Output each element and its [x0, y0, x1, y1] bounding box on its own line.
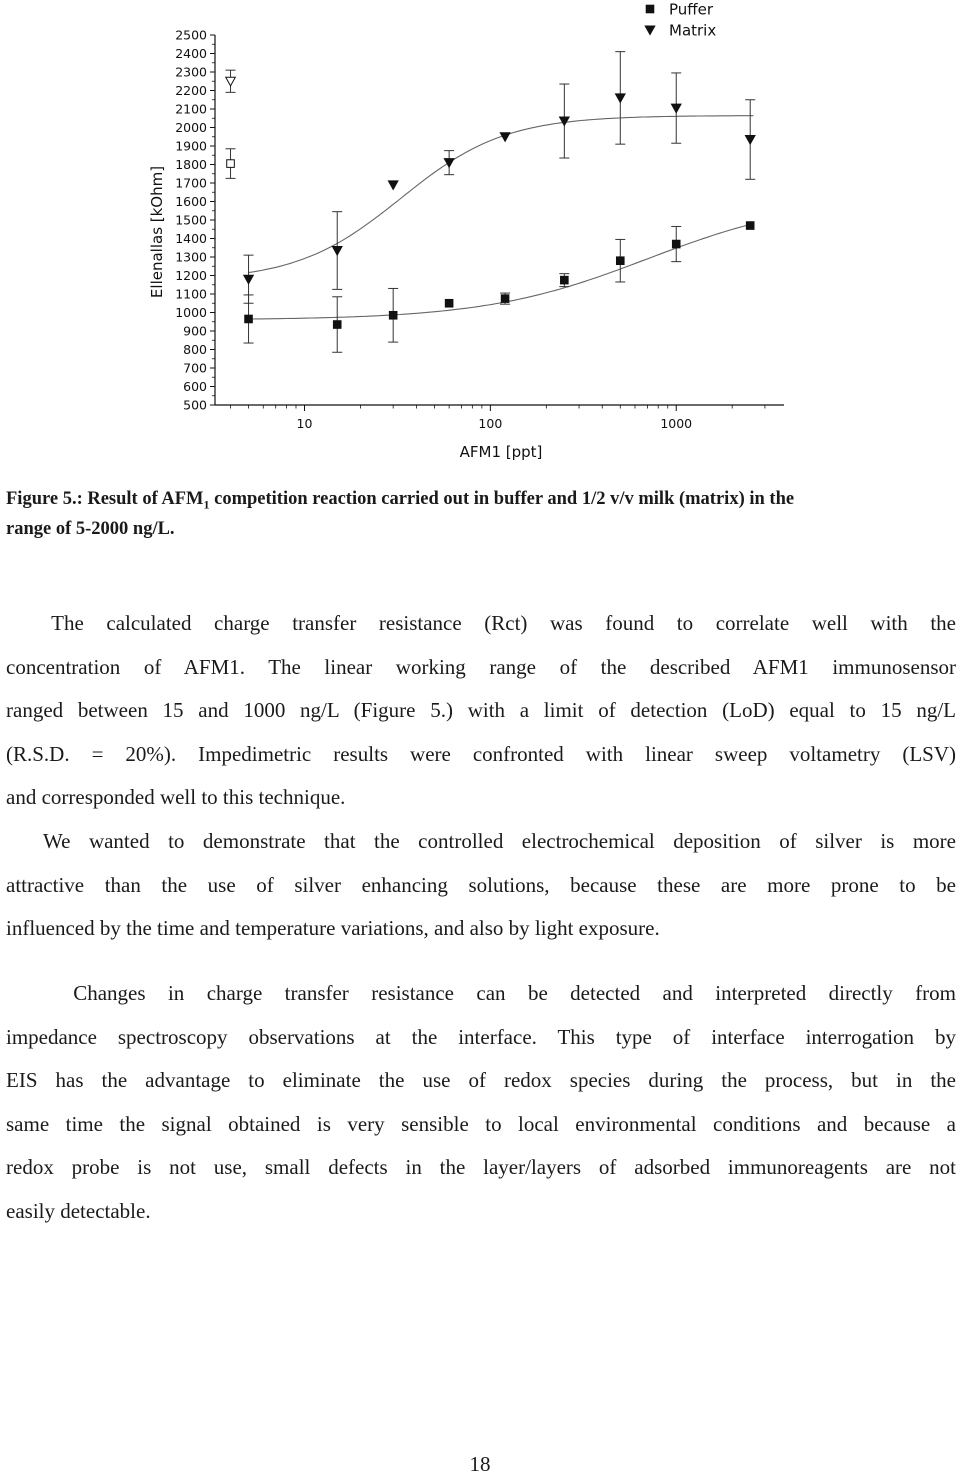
- marker-triangle: [615, 94, 625, 103]
- y-tick-label: 2300: [175, 64, 207, 80]
- data-points: [226, 52, 756, 353]
- marker-triangle: [332, 247, 342, 256]
- y-axis-ticks: [175, 28, 215, 413]
- marker-square: [746, 222, 754, 230]
- caption-subscript: 1: [203, 497, 210, 512]
- fit-curve-puffer: [249, 224, 754, 319]
- marker-triangle: [671, 104, 681, 113]
- y-tick-label: 900: [183, 323, 207, 339]
- y-tick-label: 2500: [175, 27, 207, 43]
- caption-text-2: competition reaction carried out in buffer and 1/2 v/v milk (matrix) in the: [209, 489, 795, 509]
- y-tick-label: 1200: [175, 268, 207, 283]
- y-tick-label: 2100: [175, 101, 207, 117]
- marker-square: [333, 321, 341, 329]
- text-line: EIS has the advantage to eliminate the use of redox species during the process, but in the: [6, 1068, 956, 1092]
- text-line: attractive than the use of silver enhancing solutions, because these are more prone to be: [6, 872, 956, 897]
- paragraph-3: [6, 972, 956, 1233]
- page-number: 18: [469, 1452, 491, 1476]
- marker-square: [561, 276, 569, 284]
- text-line: and corresponded well to this technique.: [6, 785, 346, 809]
- marker-triangle: [560, 117, 570, 126]
- x-tick-label: 100: [478, 416, 503, 431]
- paragraph-2: [6, 820, 956, 951]
- text-line: The calculated charge transfer resistance (Rct) was found to correlate well with the: [6, 611, 956, 635]
- marker-square: [616, 257, 624, 265]
- text-line: same time the signal obtained is very sensible to local environmental conditions and because a: [6, 1111, 956, 1136]
- y-tick-label: 1800: [175, 157, 207, 172]
- paragraph-1: [6, 602, 956, 820]
- marker-square: [389, 311, 397, 319]
- figure-caption: [6, 484, 951, 544]
- marker-triangle: [244, 275, 254, 284]
- y-tick-label: 1600: [175, 194, 207, 209]
- text-line: (R.S.D. = 20%). Impedimetric results were confronted with linear sweep voltametry (LSV): [6, 741, 956, 766]
- y-tick-label: 700: [183, 360, 207, 376]
- y-tick-label: 2200: [175, 83, 207, 98]
- chart-legend: [645, 1, 716, 40]
- text-line: Changes in charge transfer resistance can be detected and interpreted directly from: [6, 981, 956, 1005]
- fit-curve-matrix: [249, 116, 754, 273]
- text-line: easily detectable.: [6, 1198, 151, 1223]
- y-tick-label: 1700: [175, 175, 207, 191]
- y-tick-label: 500: [183, 397, 207, 413]
- marker-triangle: [226, 77, 236, 86]
- chart-axes: [215, 35, 784, 405]
- y-tick-label: 1900: [175, 138, 207, 154]
- y-tick-label: 1100: [175, 286, 207, 302]
- marker-square: [501, 295, 509, 303]
- marker-square: [646, 5, 654, 13]
- caption-label: Figure 5.:: [6, 489, 88, 509]
- x-axis-label: AFM1 [ppt]: [459, 443, 543, 461]
- marker-square: [672, 240, 680, 248]
- caption-text-1: Result of AFM: [87, 489, 204, 509]
- marker-square: [445, 299, 453, 307]
- figure-5-chart: [0, 0, 960, 470]
- y-tick-label: 800: [183, 342, 207, 357]
- text-line: impedance spectroscopy observations at the interface. This type of interface interrogation by: [6, 1024, 956, 1049]
- legend-label: Matrix: [669, 21, 717, 40]
- x-tick-label: 10: [296, 416, 313, 431]
- fit-curves: [249, 116, 754, 319]
- marker-triangle: [388, 181, 398, 190]
- text-line: redox probe is not use, small defects in the layer/layers of adsorbed immunoreagents are not: [6, 1155, 956, 1179]
- y-tick-label: 600: [183, 379, 207, 394]
- y-tick-label: 1000: [175, 305, 207, 320]
- y-tick-label: 2400: [175, 46, 207, 61]
- caption-text-3: range of 5-2000 ng/L.: [6, 519, 175, 539]
- y-tick-label: 2000: [175, 120, 207, 135]
- text-line: influenced by the time and temperature variations, and also by light exposure.: [6, 916, 660, 940]
- y-tick-label: 1400: [175, 231, 207, 246]
- y-tick-label: 1500: [175, 212, 207, 228]
- marker-triangle: [745, 136, 755, 145]
- text-line: ranged between 15 and 1000 ng/L (Figure 5.) with a limit of detection (LoD) equal to 15 ng/L: [6, 698, 956, 722]
- marker-triangle: [645, 26, 655, 35]
- y-tick-label: 1300: [175, 249, 207, 265]
- marker-square: [227, 160, 235, 168]
- legend-label: Puffer: [669, 0, 714, 19]
- x-axis-ticks: [231, 405, 765, 431]
- marker-triangle: [444, 159, 454, 168]
- y-axis-label: Ellenallas [kOhm]: [148, 165, 166, 299]
- text-line: We wanted to demonstrate that the controlled electrochemical deposition of silver is more: [6, 829, 956, 853]
- marker-square: [245, 315, 253, 323]
- text-line: concentration of AFM1. The linear working range of the described AFM1 immunosensor: [6, 654, 956, 679]
- x-tick-label: 1000: [660, 416, 693, 431]
- marker-triangle: [500, 133, 510, 142]
